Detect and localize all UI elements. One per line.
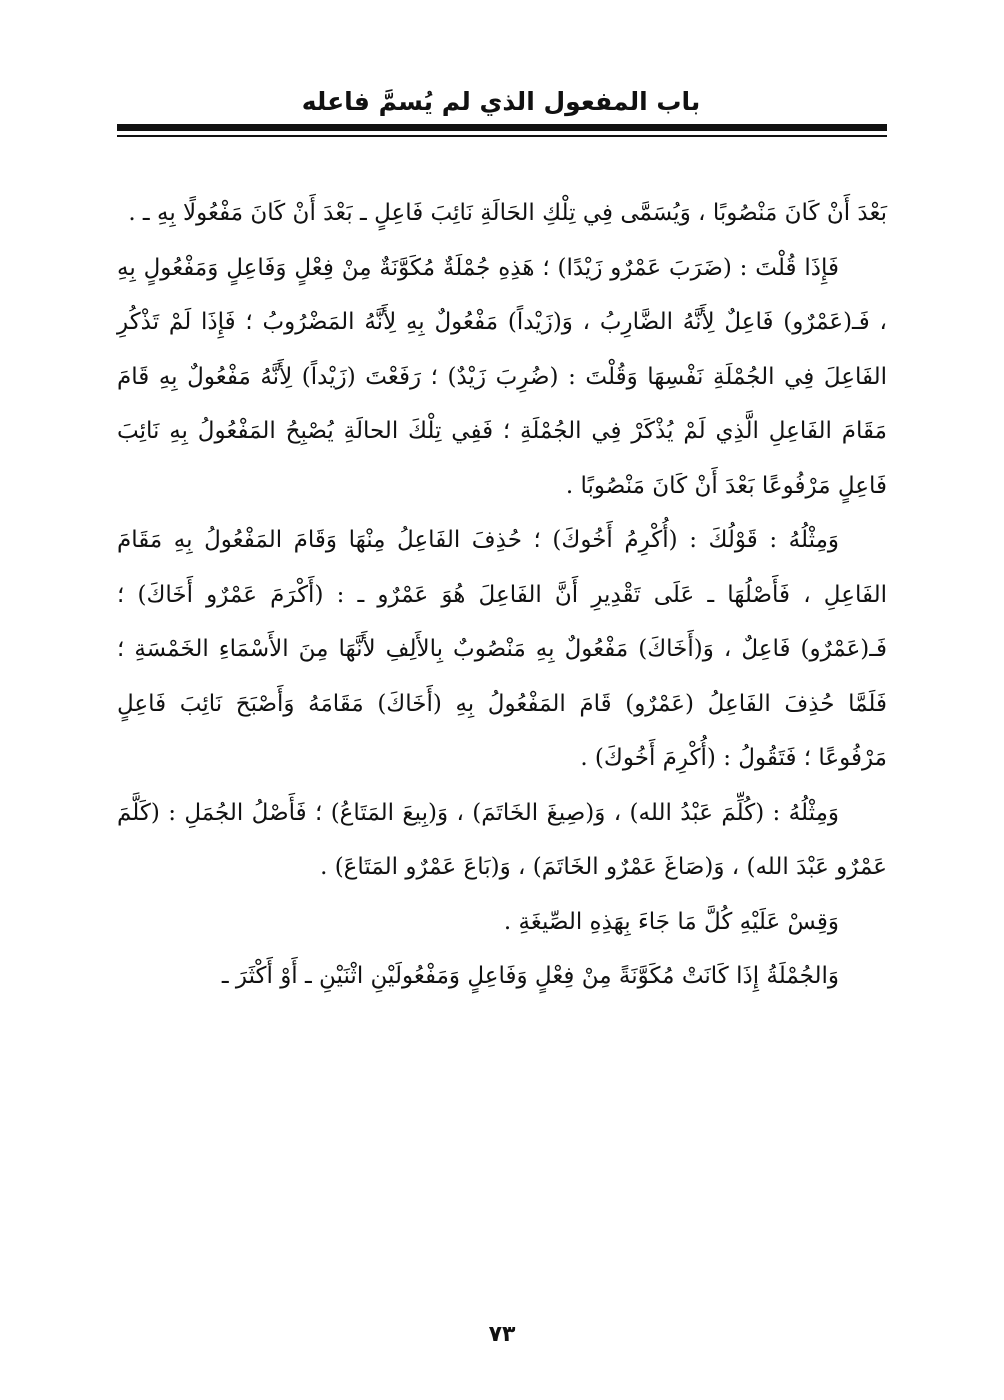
paragraph-4: وَمِثْلُهُ : (كُلِّمَ عَبْدُ الله) ، وَ(صِيغَ الخَاتَمَ) ، وَ(بِيعَ المَتَاعُ) ؛ فَأَصْلُ الجُمَلِ : (كَلَّمَ عَمْرٌو عَبْدَ الله) ، وَ(صَاغَ عَمْرٌو الخَاتَمَ) ، وَ(بَاعَ عَمْرٌو المَتَاعَ) . [117,799,887,880]
paragraph-3: وَمِثْلُهُ : قَوْلُكَ : (أُكْرِمُ أَخُوكَ) ؛ حُذِفَ الفَاعِلُ مِنْهَا وَقَامَ المَفْعُولُ بِهِ مَقَامَ الفَاعِلِ ، فَأَصْلُهَا ـ عَلَى تَقْدِيرِ أَنَّ الفَاعِلَ هُوَ عَمْرٌو ـ : (أَكْرَمَ عَمْرٌو أَخَاكَ) ؛ فَـ(عَمْرٌو) فَاعِلٌ ، وَ(أَخَاكَ) مَفْعُولٌ بِهِ مَنْصُوبٌ بِالأَلِفِ لأَنَّهَا مِنَ الأَسْمَاءِ الخَمْسَةِ ؛ فَلَمَّا حُذِفَ الفَاعِلُ (عَمْرٌو) قَامَ المَفْعُولُ بِهِ (أَخَاكَ) مَقَامَهُ وَأَصْبَحَ نَائِبَ فَاعِلٍ مَرْفُوعًا ؛ فَتَقُولُ : (أُكْرِمَ أَخُوكَ) . [117,527,887,771]
page-number: ٧٣ [488,1322,516,1347]
paragraph-5: وَقِسْ عَلَيْهِ كُلَّ مَا جَاءَ بِهَذِهِ الصِّيغَةِ . [503,908,839,935]
header-rule-thick [117,124,887,131]
page-header-title: باب المفعول الذي لم يُسمَّ فاعله [301,87,701,116]
paragraph-1: بَعْدَ أَنْ كَانَ مَنْصُوبًا ، وَيُسَمَّى فِي تِلْكِ الحَالَةِ نَائِبَ فَاعِلٍ ـ بَعْدَ أَنْ كَانَ مَفْعُولًا بِهِ ـ . [128,200,887,226]
header-rule-thin [117,135,887,137]
paragraph-2: فَإِذَا قُلْتَ : (ضَرَبَ عَمْرٌو زَيْدًا) ؛ هَذِهِ جُمْلَةٌ مُكَوَّنَةٌ مِنْ فِعْلٍ وَفَاعِلٍ وَمَفْعُولٍ بِهِ ، فَـ(عَمْرٌو) فَاعِلٌ لِأَنَّهُ الضَّارِبُ ، وَ(زَيْداً) مَفْعُولٌ بِهِ لِأَنَّهُ المَضْرُوبُ ؛ فَإِذَا لَمْ تَذْكُرِ الفَاعِلَ فِي الجُمْلَةِ نَفْسِهَا وَقُلْتَ : (ضُرِبَ زَيْدٌ) ؛ رَفَعْتَ (زَيْداً) لِأَنَّهُ مَفْعُولٌ بِهِ قَامَ مَقَامَ الفَاعِلِ الَّذِي لَمْ يُذْكَرْ فِي الجُمْلَةِ ؛ فَفِي تِلْكَ الحالَةِ يُصْبِحُ المَفْعُولُ بِهِ نَائِبَ فَاعِلٍ مَرْفُوعًا بَعْدَ أَنْ كَانَ مَنْصُوبًا . [117,254,887,499]
body-text [117,186,887,1004]
paragraph-6: وَالجُمْلَةُ إِذَا كَانَتْ مُكَوَّنَةً مِنْ فِعْلٍ وَفَاعِلٍ وَمَفْعُولَيْنِ اثْنَيْنِ ـ أَوْ أَكْثَرَ ـ [221,963,839,989]
